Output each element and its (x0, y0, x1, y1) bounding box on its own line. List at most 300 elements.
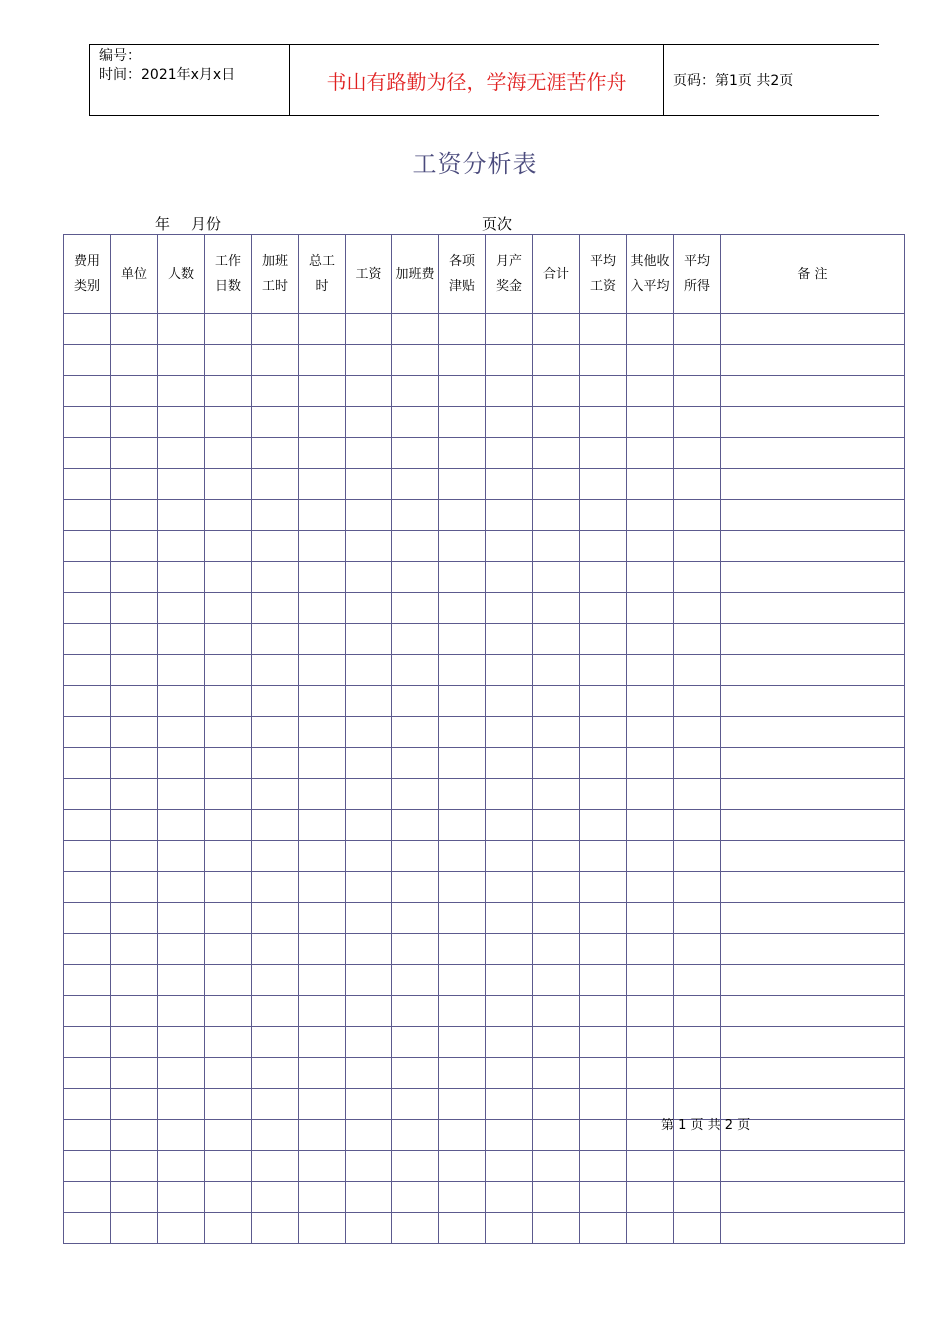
table-cell[interactable] (486, 593, 533, 624)
table-cell[interactable] (158, 1151, 205, 1182)
table-cell[interactable] (439, 1027, 486, 1058)
table-cell[interactable] (439, 562, 486, 593)
table-cell[interactable] (392, 562, 439, 593)
table-cell[interactable] (533, 810, 580, 841)
table-cell[interactable] (674, 1213, 721, 1244)
table-cell[interactable] (111, 686, 158, 717)
table-cell[interactable] (674, 345, 721, 376)
table-cell[interactable] (580, 376, 627, 407)
table-cell[interactable] (158, 872, 205, 903)
table-cell[interactable] (486, 345, 533, 376)
table-cell[interactable] (111, 469, 158, 500)
table-cell[interactable] (580, 314, 627, 345)
table-cell[interactable] (158, 500, 205, 531)
table-cell[interactable] (252, 748, 299, 779)
table-cell[interactable] (205, 1182, 252, 1213)
table-cell[interactable] (721, 624, 905, 655)
table-cell[interactable] (486, 407, 533, 438)
table-cell[interactable] (721, 314, 905, 345)
table-cell[interactable] (346, 407, 392, 438)
table-cell[interactable] (627, 624, 674, 655)
table-cell[interactable] (486, 748, 533, 779)
table-cell[interactable] (158, 1120, 205, 1151)
table-cell[interactable] (205, 872, 252, 903)
table-cell[interactable] (674, 748, 721, 779)
table-cell[interactable] (721, 438, 905, 469)
table-cell[interactable] (627, 686, 674, 717)
table-cell[interactable] (533, 655, 580, 686)
table-cell[interactable] (205, 562, 252, 593)
table-cell[interactable] (439, 965, 486, 996)
table-cell[interactable] (533, 1120, 580, 1151)
table-cell[interactable] (64, 376, 111, 407)
table-cell[interactable] (64, 934, 111, 965)
table-cell[interactable] (627, 500, 674, 531)
table-cell[interactable] (721, 562, 905, 593)
table-cell[interactable] (299, 531, 346, 562)
table-cell[interactable] (299, 1213, 346, 1244)
table-cell[interactable] (627, 407, 674, 438)
table-cell[interactable] (674, 810, 721, 841)
table-cell[interactable] (158, 810, 205, 841)
table-cell[interactable] (158, 934, 205, 965)
table-cell[interactable] (205, 1120, 252, 1151)
table-cell[interactable] (533, 996, 580, 1027)
table-cell[interactable] (111, 655, 158, 686)
table-cell[interactable] (392, 1027, 439, 1058)
table-cell[interactable] (299, 934, 346, 965)
table-cell[interactable] (252, 1213, 299, 1244)
table-cell[interactable] (252, 903, 299, 934)
table-cell[interactable] (392, 1213, 439, 1244)
table-cell[interactable] (674, 438, 721, 469)
table-cell[interactable] (111, 1089, 158, 1120)
table-cell[interactable] (533, 841, 580, 872)
table-cell[interactable] (205, 593, 252, 624)
table-cell[interactable] (252, 407, 299, 438)
table-cell[interactable] (627, 810, 674, 841)
table-cell[interactable] (392, 345, 439, 376)
table-cell[interactable] (439, 655, 486, 686)
table-cell[interactable] (721, 717, 905, 748)
table-cell[interactable] (674, 407, 721, 438)
table-cell[interactable] (299, 903, 346, 934)
table-cell[interactable] (111, 407, 158, 438)
table-cell[interactable] (205, 686, 252, 717)
table-cell[interactable] (299, 1151, 346, 1182)
table-cell[interactable] (111, 1058, 158, 1089)
table-cell[interactable] (252, 593, 299, 624)
table-cell[interactable] (64, 841, 111, 872)
table-cell[interactable] (64, 624, 111, 655)
table-cell[interactable] (533, 500, 580, 531)
table-cell[interactable] (486, 469, 533, 500)
table-cell[interactable] (205, 903, 252, 934)
table-cell[interactable] (721, 1213, 905, 1244)
table-cell[interactable] (205, 1058, 252, 1089)
table-cell[interactable] (392, 531, 439, 562)
table-cell[interactable] (111, 593, 158, 624)
table-cell[interactable] (346, 376, 392, 407)
table-cell[interactable] (252, 531, 299, 562)
table-cell[interactable] (111, 841, 158, 872)
table-cell[interactable] (158, 686, 205, 717)
table-cell[interactable] (439, 996, 486, 1027)
table-cell[interactable] (439, 1182, 486, 1213)
table-cell[interactable] (299, 500, 346, 531)
table-cell[interactable] (64, 717, 111, 748)
table-cell[interactable] (533, 965, 580, 996)
table-cell[interactable] (486, 531, 533, 562)
table-cell[interactable] (299, 779, 346, 810)
table-cell[interactable] (64, 655, 111, 686)
table-cell[interactable] (158, 1027, 205, 1058)
table-cell[interactable] (674, 655, 721, 686)
table-cell[interactable] (439, 872, 486, 903)
table-cell[interactable] (64, 996, 111, 1027)
table-cell[interactable] (252, 345, 299, 376)
table-cell[interactable] (580, 624, 627, 655)
table-cell[interactable] (533, 903, 580, 934)
table-cell[interactable] (252, 779, 299, 810)
table-cell[interactable] (205, 717, 252, 748)
table-cell[interactable] (205, 965, 252, 996)
table-cell[interactable] (205, 624, 252, 655)
table-cell[interactable] (533, 1058, 580, 1089)
table-cell[interactable] (721, 469, 905, 500)
table-cell[interactable] (252, 562, 299, 593)
table-cell[interactable] (252, 841, 299, 872)
table-cell[interactable] (439, 407, 486, 438)
table-cell[interactable] (392, 748, 439, 779)
table-cell[interactable] (111, 717, 158, 748)
table-cell[interactable] (299, 345, 346, 376)
table-cell[interactable] (580, 779, 627, 810)
table-cell[interactable] (721, 500, 905, 531)
table-cell[interactable] (64, 1027, 111, 1058)
table-cell[interactable] (111, 748, 158, 779)
table-cell[interactable] (392, 1151, 439, 1182)
table-cell[interactable] (158, 624, 205, 655)
table-cell[interactable] (392, 376, 439, 407)
table-cell[interactable] (486, 376, 533, 407)
table-cell[interactable] (533, 345, 580, 376)
table-cell[interactable] (486, 686, 533, 717)
table-cell[interactable] (111, 903, 158, 934)
table-cell[interactable] (439, 1089, 486, 1120)
table-cell[interactable] (111, 500, 158, 531)
table-cell[interactable] (533, 686, 580, 717)
table-cell[interactable] (64, 1120, 111, 1151)
table-cell[interactable] (346, 314, 392, 345)
table-cell[interactable] (64, 438, 111, 469)
table-cell[interactable] (392, 438, 439, 469)
table-cell[interactable] (533, 748, 580, 779)
table-cell[interactable] (721, 779, 905, 810)
table-cell[interactable] (721, 376, 905, 407)
table-cell[interactable] (486, 624, 533, 655)
table-cell[interactable] (721, 996, 905, 1027)
table-cell[interactable] (439, 438, 486, 469)
table-cell[interactable] (627, 1058, 674, 1089)
table-cell[interactable] (580, 872, 627, 903)
table-cell[interactable] (64, 500, 111, 531)
table-cell[interactable] (439, 934, 486, 965)
table-cell[interactable] (346, 1058, 392, 1089)
table-cell[interactable] (580, 903, 627, 934)
table-cell[interactable] (580, 686, 627, 717)
table-cell[interactable] (346, 500, 392, 531)
table-cell[interactable] (580, 1027, 627, 1058)
table-cell[interactable] (392, 841, 439, 872)
table-cell[interactable] (64, 810, 111, 841)
table-cell[interactable] (627, 717, 674, 748)
table-cell[interactable] (158, 531, 205, 562)
table-cell[interactable] (439, 1151, 486, 1182)
table-cell[interactable] (158, 965, 205, 996)
table-cell[interactable] (580, 562, 627, 593)
table-cell[interactable] (158, 717, 205, 748)
table-cell[interactable] (533, 872, 580, 903)
table-cell[interactable] (111, 872, 158, 903)
table-cell[interactable] (346, 1151, 392, 1182)
table-cell[interactable] (392, 934, 439, 965)
table-cell[interactable] (721, 903, 905, 934)
table-cell[interactable] (674, 1151, 721, 1182)
table-cell[interactable] (486, 841, 533, 872)
table-cell[interactable] (205, 438, 252, 469)
table-cell[interactable] (111, 562, 158, 593)
table-cell[interactable] (111, 934, 158, 965)
table-cell[interactable] (674, 965, 721, 996)
table-cell[interactable] (627, 562, 674, 593)
table-cell[interactable] (392, 655, 439, 686)
table-cell[interactable] (674, 841, 721, 872)
table-cell[interactable] (486, 810, 533, 841)
table-cell[interactable] (252, 500, 299, 531)
table-cell[interactable] (627, 996, 674, 1027)
table-cell[interactable] (392, 779, 439, 810)
table-cell[interactable] (64, 1213, 111, 1244)
table-cell[interactable] (721, 407, 905, 438)
table-cell[interactable] (158, 407, 205, 438)
table-cell[interactable] (64, 314, 111, 345)
table-cell[interactable] (158, 345, 205, 376)
table-cell[interactable] (64, 1182, 111, 1213)
table-cell[interactable] (486, 779, 533, 810)
table-cell[interactable] (111, 1120, 158, 1151)
table-cell[interactable] (299, 314, 346, 345)
table-cell[interactable] (252, 376, 299, 407)
table-cell[interactable] (533, 624, 580, 655)
table-cell[interactable] (533, 531, 580, 562)
table-cell[interactable] (64, 407, 111, 438)
table-cell[interactable] (674, 934, 721, 965)
table-cell[interactable] (64, 686, 111, 717)
table-cell[interactable] (627, 531, 674, 562)
table-cell[interactable] (392, 314, 439, 345)
table-cell[interactable] (674, 314, 721, 345)
table-cell[interactable] (252, 1120, 299, 1151)
table-cell[interactable] (158, 438, 205, 469)
table-cell[interactable] (580, 345, 627, 376)
table-cell[interactable] (299, 686, 346, 717)
table-cell[interactable] (627, 1151, 674, 1182)
table-cell[interactable] (721, 1027, 905, 1058)
table-cell[interactable] (64, 1089, 111, 1120)
table-cell[interactable] (486, 1213, 533, 1244)
table-cell[interactable] (392, 1089, 439, 1120)
table-cell[interactable] (252, 686, 299, 717)
table-cell[interactable] (346, 531, 392, 562)
table-cell[interactable] (580, 655, 627, 686)
table-cell[interactable] (486, 1151, 533, 1182)
table-cell[interactable] (627, 314, 674, 345)
table-cell[interactable] (346, 717, 392, 748)
table-cell[interactable] (533, 593, 580, 624)
table-cell[interactable] (627, 469, 674, 500)
table-cell[interactable] (252, 438, 299, 469)
table-cell[interactable] (580, 717, 627, 748)
table-cell[interactable] (533, 376, 580, 407)
table-cell[interactable] (392, 1182, 439, 1213)
table-cell[interactable] (205, 1089, 252, 1120)
table-cell[interactable] (721, 655, 905, 686)
table-cell[interactable] (158, 841, 205, 872)
table-cell[interactable] (346, 624, 392, 655)
table-cell[interactable] (580, 841, 627, 872)
table-cell[interactable] (580, 469, 627, 500)
table-cell[interactable] (580, 593, 627, 624)
table-cell[interactable] (299, 965, 346, 996)
table-cell[interactable] (111, 779, 158, 810)
table-cell[interactable] (111, 345, 158, 376)
table-cell[interactable] (486, 562, 533, 593)
table-cell[interactable] (64, 562, 111, 593)
table-cell[interactable] (346, 996, 392, 1027)
table-cell[interactable] (533, 469, 580, 500)
table-cell[interactable] (158, 1058, 205, 1089)
table-cell[interactable] (439, 376, 486, 407)
table-cell[interactable] (486, 872, 533, 903)
table-cell[interactable] (486, 934, 533, 965)
table-cell[interactable] (158, 593, 205, 624)
table-cell[interactable] (346, 965, 392, 996)
table-cell[interactable] (158, 748, 205, 779)
table-cell[interactable] (392, 500, 439, 531)
table-cell[interactable] (533, 407, 580, 438)
table-cell[interactable] (252, 965, 299, 996)
table-cell[interactable] (439, 1120, 486, 1151)
table-cell[interactable] (205, 500, 252, 531)
table-cell[interactable] (205, 1151, 252, 1182)
table-cell[interactable] (533, 314, 580, 345)
table-cell[interactable] (205, 810, 252, 841)
table-cell[interactable] (252, 1058, 299, 1089)
table-cell[interactable] (721, 531, 905, 562)
table-cell[interactable] (721, 1151, 905, 1182)
table-cell[interactable] (533, 1182, 580, 1213)
table-cell[interactable] (580, 748, 627, 779)
table-cell[interactable] (111, 376, 158, 407)
table-cell[interactable] (439, 748, 486, 779)
table-cell[interactable] (252, 314, 299, 345)
table-cell[interactable] (486, 965, 533, 996)
table-cell[interactable] (439, 314, 486, 345)
table-cell[interactable] (580, 500, 627, 531)
table-cell[interactable] (299, 624, 346, 655)
table-cell[interactable] (533, 562, 580, 593)
table-cell[interactable] (346, 841, 392, 872)
table-cell[interactable] (299, 810, 346, 841)
table-cell[interactable] (299, 748, 346, 779)
table-cell[interactable] (111, 1027, 158, 1058)
table-cell[interactable] (439, 717, 486, 748)
table-cell[interactable] (674, 376, 721, 407)
table-cell[interactable] (346, 1089, 392, 1120)
table-cell[interactable] (252, 934, 299, 965)
table-cell[interactable] (392, 965, 439, 996)
table-cell[interactable] (392, 903, 439, 934)
table-cell[interactable] (486, 1058, 533, 1089)
table-cell[interactable] (627, 376, 674, 407)
table-cell[interactable] (346, 1182, 392, 1213)
table-cell[interactable] (299, 996, 346, 1027)
table-cell[interactable] (205, 407, 252, 438)
table-cell[interactable] (627, 903, 674, 934)
table-cell[interactable] (299, 1058, 346, 1089)
table-cell[interactable] (205, 531, 252, 562)
table-cell[interactable] (674, 562, 721, 593)
table-cell[interactable] (299, 1089, 346, 1120)
table-cell[interactable] (674, 500, 721, 531)
table-cell[interactable] (299, 717, 346, 748)
table-cell[interactable] (252, 1027, 299, 1058)
table-cell[interactable] (392, 624, 439, 655)
table-cell[interactable] (346, 1213, 392, 1244)
table-cell[interactable] (299, 469, 346, 500)
table-cell[interactable] (205, 469, 252, 500)
table-cell[interactable] (486, 1120, 533, 1151)
table-cell[interactable] (64, 779, 111, 810)
table-cell[interactable] (346, 810, 392, 841)
table-cell[interactable] (627, 1027, 674, 1058)
table-cell[interactable] (674, 1027, 721, 1058)
table-cell[interactable] (158, 1089, 205, 1120)
table-cell[interactable] (111, 1151, 158, 1182)
table-cell[interactable] (439, 779, 486, 810)
table-cell[interactable] (533, 779, 580, 810)
table-cell[interactable] (346, 562, 392, 593)
table-cell[interactable] (439, 1058, 486, 1089)
table-cell[interactable] (299, 1027, 346, 1058)
table-cell[interactable] (346, 593, 392, 624)
table-cell[interactable] (580, 531, 627, 562)
table-cell[interactable] (533, 1151, 580, 1182)
table-cell[interactable] (721, 934, 905, 965)
table-cell[interactable] (533, 1027, 580, 1058)
table-cell[interactable] (158, 314, 205, 345)
table-cell[interactable] (439, 624, 486, 655)
table-cell[interactable] (64, 903, 111, 934)
table-cell[interactable] (674, 469, 721, 500)
table-cell[interactable] (111, 314, 158, 345)
table-cell[interactable] (486, 1027, 533, 1058)
table-cell[interactable] (252, 624, 299, 655)
table-cell[interactable] (580, 1058, 627, 1089)
table-cell[interactable] (299, 438, 346, 469)
table-cell[interactable] (252, 1089, 299, 1120)
